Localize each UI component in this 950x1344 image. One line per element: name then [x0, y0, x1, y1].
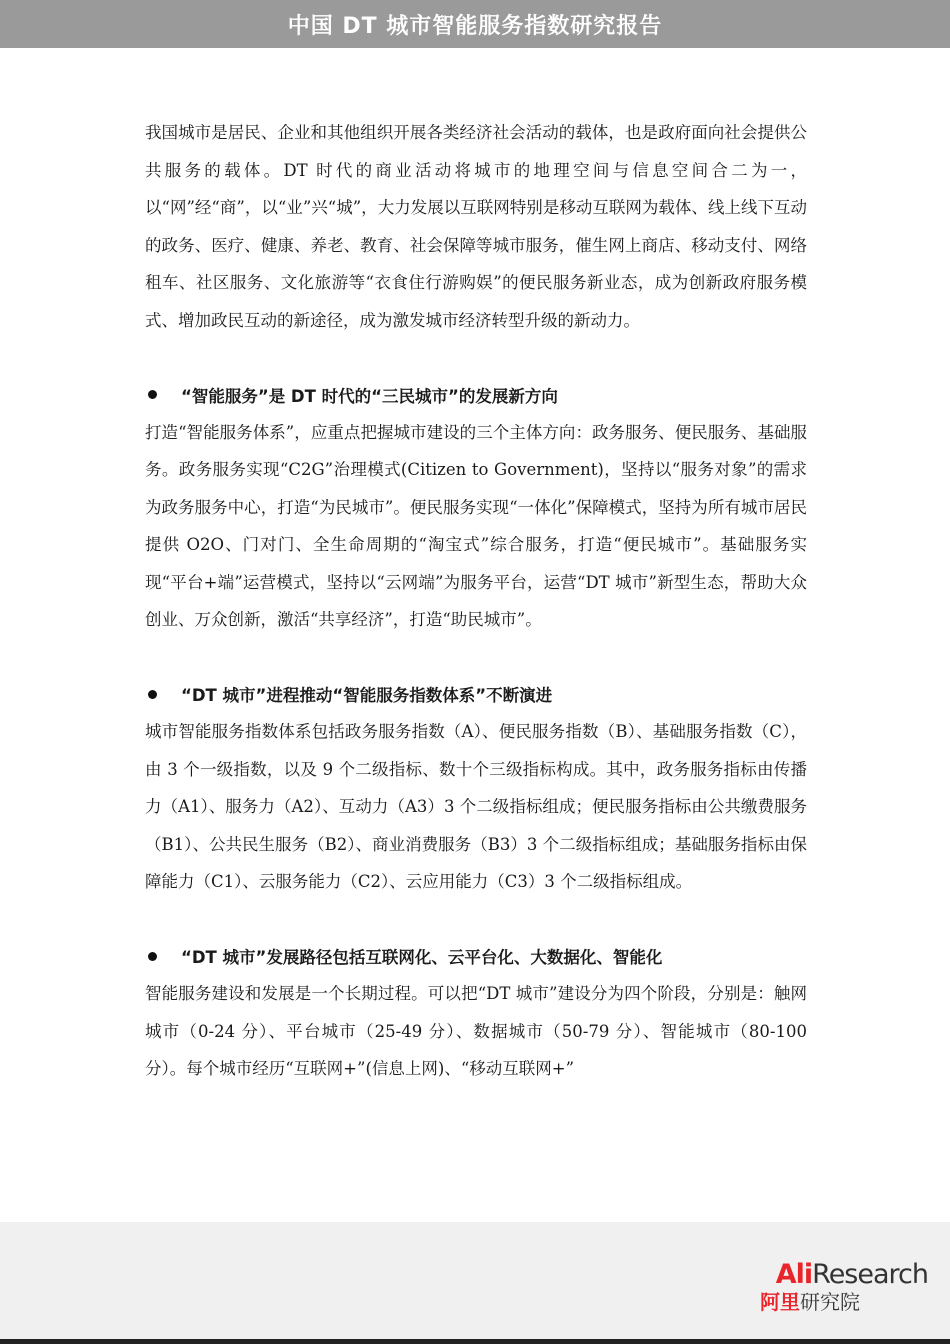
- logo-english-wordmark: [776, 1260, 928, 1290]
- section-paragraph-index-system: 城市智能服务指数体系包括政务服务指数（A）、便民服务指数（B）、基础服务指数（C），由 3 个一级指数，以及 9 个二级指标、数十个三级指标构成。其中，政务服务指标由传播力（A1）、服务力（A2）、互动力（A3）3 个二级指标组成；便民服务指标由公共缴费服务（B1）、公共民生服务（B2）、商业消费服务（B3）3 个二级指标组成；基础服务指标由保障能力（C1）、云服务能力（C2）、云应用能力（C3）3 个二级指标组成。: [145, 722, 807, 891]
- section-heading-development-path: [145, 938, 807, 976]
- bullet-icon: [148, 952, 157, 961]
- section-heading-index-system: [145, 676, 807, 714]
- bullet-icon: [148, 390, 157, 399]
- aliresearch-logo: [748, 1260, 928, 1316]
- section-paragraph-smart-service: 打造“智能服务体系”，应重点把握城市建设的三个主体方向：政务服务、便民服务、基础服务。政务服务实现“C2G”治理模式(Citizen to Government)，坚持以“服务对象”的需求为政务服务中心，打造“为民城市”。便民服务实现“一体化”保障模式，坚持为所有城市居民提供 O2O、门对门、全生命周期的“淘宝式”综合服务，打造“便民城市”。基础服务实现“平台+端”运营模式，坚持以“云网端”为服务平台，运营“DT 城市”新型生态，帮助大众创业、万众创新，激活“共享经济”，打造“助民城市”。: [145, 422, 807, 629]
- section-heading-text: “DT 城市”发展路径包括互联网化、云平台化、大数据化、智能化: [181, 948, 663, 968]
- bullet-icon: [148, 690, 157, 699]
- document-body: [145, 114, 807, 1088]
- section-heading-text: “DT 城市”进程推动“智能服务指数体系”不断演进: [181, 686, 553, 706]
- section-paragraph-development-path: 智能服务建设和发展是一个长期过程。可以把“DT 城市”建设分为四个阶段，分别是：触网城市（0-24 分）、平台城市（25-49 分）、数据城市（50-79 分）、智能城市（80-100 分）。每个城市经历“互联网+”(信息上网)、“移动互联网+”: [145, 984, 807, 1078]
- page-footer: [0, 1222, 950, 1344]
- logo-ali-text: Ali: [775, 1259, 813, 1290]
- footer-divider-bar: [0, 1339, 950, 1344]
- logo-research-text: Research: [812, 1259, 928, 1290]
- report-title: 中国 DT 城市智能服务指数研究报告: [287, 13, 663, 39]
- page-header: [0, 0, 950, 48]
- intro-paragraph: 我国城市是居民、企业和其他组织开展各类经济社会活动的载体，也是政府面向社会提供公共服务的载体。DT 时代的商业活动将城市的地理空间与信息空间合二为一，以“网”经“商”，以“业”兴“城”，大力发展以互联网特别是移动互联网为载体、线上线下互动的政务、医疗、健康、养老、教育、社会保障等城市服务，催生网上商店、移动支付、网络租车、社区服务、文化旅游等“衣食住行游购娱”的便民服务新业态，成为创新政府服务模式、增加政民互动的新途径，成为激发城市经济转型升级的新动力。: [145, 123, 807, 330]
- logo-chinese-wordmark: [760, 1290, 860, 1314]
- logo-cn-gray-text: 研究院: [800, 1290, 860, 1314]
- section-heading-text: “智能服务”是 DT 时代的“三民城市”的发展新方向: [181, 386, 558, 406]
- logo-cn-red-text: 阿里: [760, 1290, 800, 1314]
- section-heading-smart-service: [145, 376, 807, 414]
